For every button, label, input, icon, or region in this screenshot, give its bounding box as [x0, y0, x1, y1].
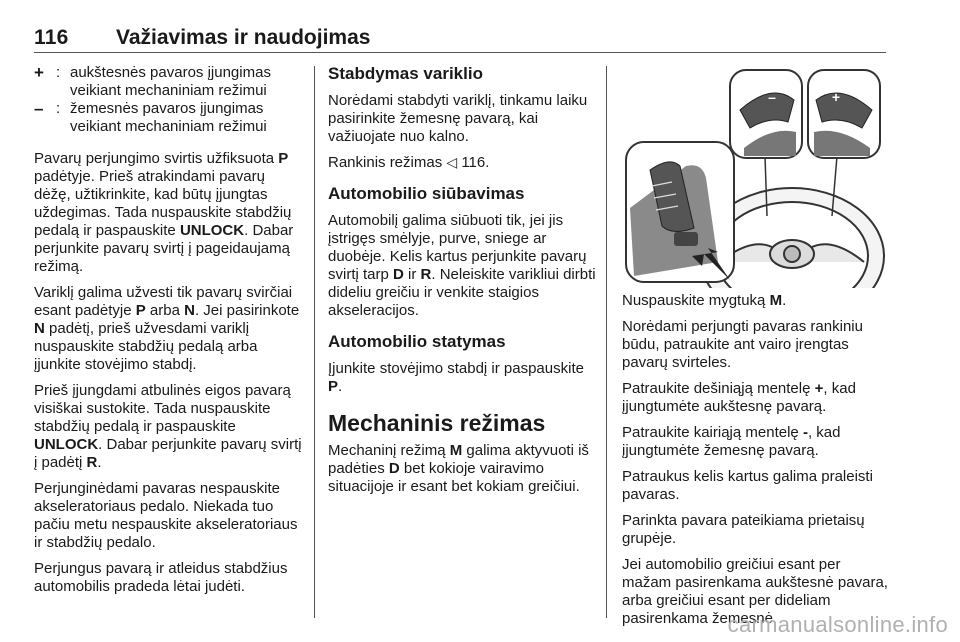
paragraph-manual-mode: Mechaninį režimą M galima aktyvuoti iš padėties D bet kokioje vairavimo situacijoje ir esant bet kokiam greičiui.	[328, 442, 589, 495]
paragraph-unlock: Pavarų perjungimo svirtis užfiksuota P padėtyje. Prieš atrakindami pavarų dėžę, užtikrinkite, kad būtų įjungtas uždegimas. Tada nuspauskite stabdžių pedalą ir paspauskite UNLOCK. Dabar perjunkite pavarų svirtį į pageidaujamą režimą.	[34, 150, 294, 275]
shift-up-text: aukštesnės pavaros įjungimas veikiant mechaniniam režimui	[70, 64, 271, 99]
paragraph-parking: Įjunkite stovėjimo stabdį ir paspauskite P.	[328, 360, 584, 395]
gear-selector-icon	[626, 142, 734, 282]
middle-column	[328, 64, 596, 504]
paragraph-press-m: Nuspauskite mygtuką M.	[622, 292, 787, 309]
shift-down-text: žemesnės pavaros įjungimas veikiant mechaniniam režimui	[70, 100, 267, 135]
plus-paddle-label: +	[831, 89, 841, 105]
paragraph-speed-warning: Jei automobilio greičiui esant per mažam pasirenkama aukštesnė pavara, arba greičiui esant per dideliam pasirenkama žemesnė	[622, 556, 888, 627]
watermark: carmanualsonline.info	[727, 612, 948, 637]
paragraph-engine-braking: Norėdami stabdyti variklį, tinkamu laiku pasirinkite žemesnę pavarą, kai važiuojate nuo kalno.	[328, 92, 588, 145]
page-header	[34, 22, 886, 56]
paragraph-reverse: Prieš įjungdami atbulinės eigos pavarą visiškai sustokite. Tada nuspauskite stabdžių pedalą ir paspauskite UNLOCK. Dabar perjunkite pavarų svirtį į padėtį R.	[34, 382, 302, 471]
colon: :	[56, 64, 61, 81]
heading-parking: Automobilio statymas	[328, 332, 506, 351]
shift-down-item	[34, 100, 304, 136]
paragraph-rocking: Automobilį galima siūbuoti tik, jei jis įstrigęs smėlyje, purve, sniege ar duobėje. Kelis kartus perjunkite pavarų svirtį tarp D ir R. Neleiskite varikliui dirbti dideliu greičiu ir venkite staigios akseleracijos.	[328, 212, 596, 319]
heading-manual-mode: Mechaninis režimas	[328, 410, 546, 436]
plus-symbol: +	[34, 63, 44, 82]
heading-rocking: Automobilio siūbavimas	[328, 184, 525, 203]
heading-engine-braking: Stabdymas variklio	[328, 64, 483, 83]
paragraph-skip-gears: Patraukus kelis kartus galima praleisti pavaras.	[622, 468, 873, 503]
paragraph-display: Parinkta pavara pateikiama prietaisų grupėje.	[622, 512, 865, 547]
right-column	[622, 292, 892, 636]
header-rule	[34, 52, 886, 53]
minus-paddle-label: –	[768, 89, 776, 105]
paragraph-right-paddle: Patraukite dešiniąją mentelę +, kad įjungtumėte aukštesnę pavarą.	[622, 380, 856, 415]
steering-wheel-paddles-illustration	[622, 66, 886, 288]
page-number: 116	[34, 26, 69, 49]
paragraph-start-engine: Variklį galima užvesti tik pavarų svirčiai esant padėtyje P arba N. Jei pasirinkote N padėtį, prieš užvesdami variklį nuspauskite stabdžių pedalą arba įjunkite stovėjimo stabdį.	[34, 284, 300, 373]
left-column	[34, 64, 304, 604]
paragraph-creep: Perjungus pavarą ir atleidus stabdžius automobilis pradeda lėtai judėti.	[34, 560, 288, 595]
column-divider-1	[314, 66, 315, 618]
paragraph-manual-ref: Rankinis režimas ◁ 116.	[328, 154, 490, 171]
page-title: Važiavimas ir naudojimas	[116, 26, 371, 49]
paragraph-pedals: Perjunginėdami pavaras nespauskite akseleratoriaus pedalo. Niekada tuo pačiu metu nespauskite akseleratoriaus ir stabdžių pedalo.	[34, 480, 298, 551]
paragraph-left-paddle: Patraukite kairiąją mentelę -, kad įjungtumėte žemesnę pavarą.	[622, 424, 841, 459]
column-divider-2	[606, 66, 607, 618]
shift-up-item	[34, 64, 304, 100]
paragraph-paddles: Norėdami perjungti pavaras rankiniu būdu, patraukite ant vairo įrengtas pavarų svirteles.	[622, 318, 863, 371]
minus-symbol: –	[34, 99, 44, 118]
colon: :	[56, 100, 61, 117]
reference-arrow-icon: ◁	[446, 155, 458, 171]
